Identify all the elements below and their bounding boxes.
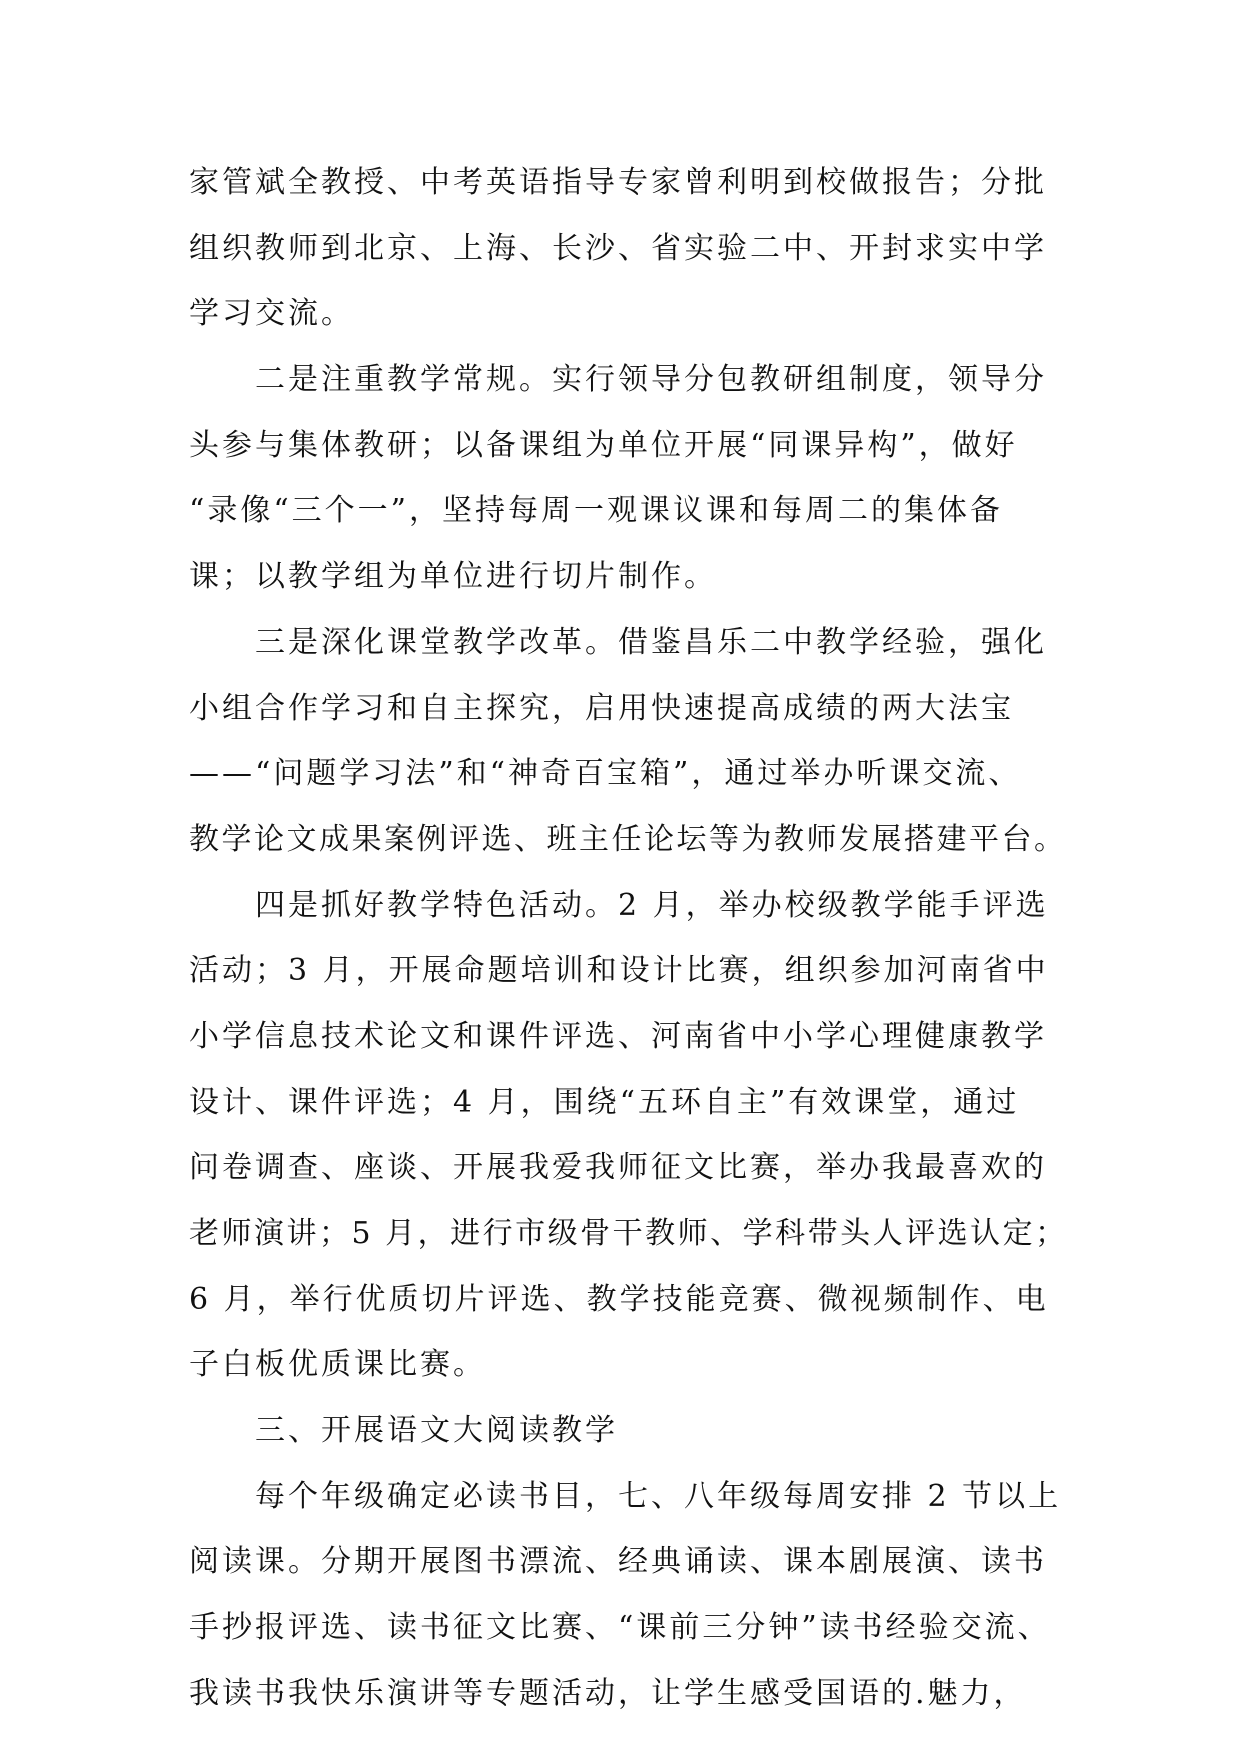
paragraph-first-line: 三、开展语文大阅读教学 (255, 1413, 618, 1449)
text-line: 小学信息技术论文和课件评选、河南省中小学心理健康教学 (189, 1018, 1047, 1054)
paragraph-first-line: 三是深化课堂教学改革。借鉴昌乐二中教学经验，强化 (255, 624, 1047, 660)
text-line: 教学论文成果案例评选、班主任论坛等为教师发展搭建平台。 (189, 821, 1067, 857)
text-line: 问卷调查、座谈、开展我爱我师征文比赛，举办我最喜欢的 (189, 1150, 1047, 1186)
text-line: ——“问题学习法”和“神奇百宝箱”，通过举办听课交流、 (189, 756, 1022, 792)
paragraph-first-line: 二是注重教学常规。实行领导分包教研组制度，领导分 (255, 362, 1047, 398)
text-line: 家管斌全教授、中考英语指导专家曾利明到校做报告；分批 (189, 165, 1047, 200)
text-line: 头参与集体教研；以备课组为单位开展“同课异构”，做好 (189, 427, 1018, 463)
document-body (189, 150, 1069, 1727)
text-line: 子白板优质课比赛。 (189, 1347, 486, 1383)
paragraph-first-line: 每个年级确定必读书目，七、八年级每周安排 2 节以上 (255, 1478, 1062, 1514)
text-line: 设计、课件评选；4 月，围绕“五环自主”有效课堂，通过 (189, 1084, 1020, 1120)
text-line: 我读书我快乐演讲等专题活动，让学生感受国语的.魅力， (189, 1675, 1027, 1711)
text-line: “录像“三个一”，坚持每周一观课议课和每周二的集体备 (189, 493, 1004, 529)
paragraph-first-line: 四是抓好教学特色活动。2 月，举办校级教学能手评选 (255, 887, 1049, 923)
text-line: 手抄报评选、读书征文比赛、“课前三分钟”读书经验交流、 (189, 1610, 1051, 1646)
text-line: 学习交流。 (189, 296, 354, 332)
text-line: 老师演讲；5 月，进行市级骨干教师、学科带头人评选认定； (189, 1216, 1068, 1251)
text-line: 课；以教学组为单位进行切片制作。 (189, 559, 717, 595)
text-line: 组织教师到北京、上海、长沙、省实验二中、开封求实中学 (189, 230, 1047, 266)
text-line: 阅读课。分期开展图书漂流、经典诵读、课本剧展演、读书 (189, 1544, 1047, 1580)
text-line: 活动；3 月，开展命题培训和设计比赛，组织参加河南省中 (189, 953, 1049, 989)
text-line: 小组合作学习和自主探究，启用快速提高成绩的两大法宝 (189, 690, 1014, 726)
text-line: 6 月，举行优质切片评选、教学技能竞赛、微视频制作、电 (189, 1281, 1049, 1317)
